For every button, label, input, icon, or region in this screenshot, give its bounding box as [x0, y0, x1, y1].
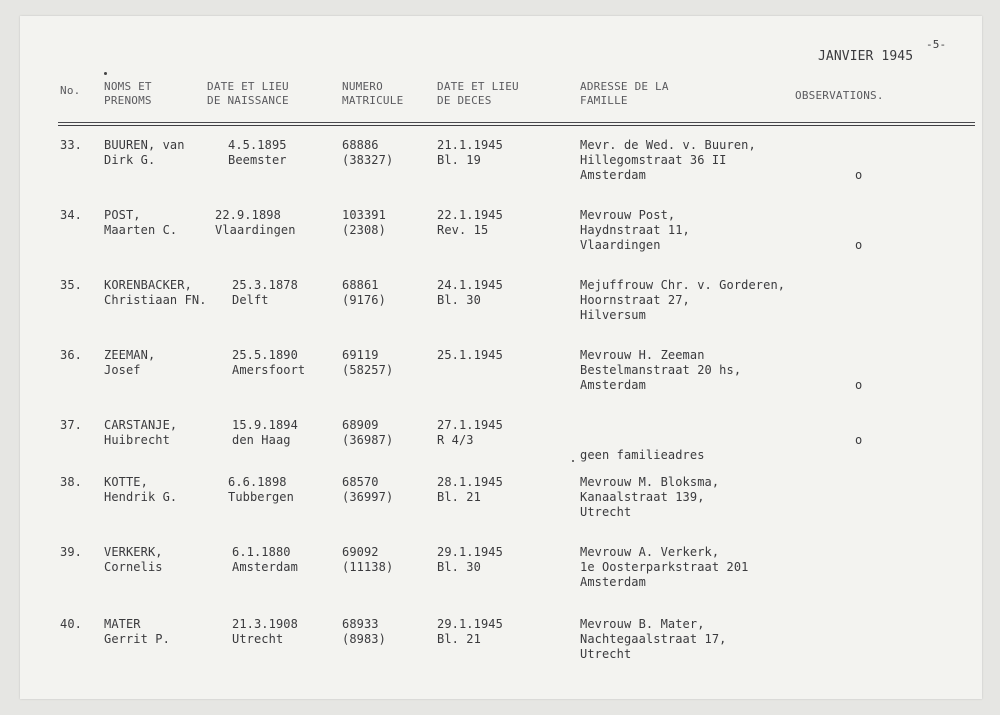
ink-dot [104, 72, 107, 75]
person-name: ZEEMAN, Josef [104, 348, 156, 377]
column-header-matricule: NUMERO MATRICULE [342, 80, 404, 107]
person-name: KOTTE, Hendrik G. [104, 475, 178, 504]
ink-dot [572, 460, 574, 462]
row-number: 36. [60, 348, 82, 362]
matricule-number: 103391 (2308) [342, 208, 386, 237]
column-header-death: DATE ET LIEU DE DECES [437, 80, 519, 107]
death-date-place: 24.1.1945 Bl. 30 [437, 278, 503, 307]
observation-mark: o [855, 238, 863, 252]
family-address: geen familieadres [580, 448, 705, 462]
column-header-no: No. [60, 84, 81, 97]
birth-place: Amersfoort [232, 363, 306, 377]
birth-date: 25.5.1890 [232, 348, 298, 362]
person-name: KORENBACKER, Christiaan FN. [104, 278, 207, 307]
header-rule [58, 122, 975, 123]
person-name: BUUREN, van Dirk G. [104, 138, 185, 167]
row-number: 35. [60, 278, 82, 292]
column-header-birth: DATE ET LIEU DE NAISSANCE [207, 80, 289, 107]
death-date-place: 28.1.1945 Bl. 21 [437, 475, 503, 504]
row-number: 33. [60, 138, 82, 152]
birth-place: Delft [232, 293, 269, 307]
birth-date: 6.6.1898 [228, 475, 287, 489]
birth-place: Beemster [228, 153, 287, 167]
family-address: Mevrouw B. Mater, Nachtegaalstraat 17, Utrecht [580, 617, 727, 661]
death-date-place: 25.1.1945 [437, 348, 503, 362]
family-address: Mejuffrouw Chr. v. Gorderen, Hoornstraat 27, Hilversum [580, 278, 786, 322]
death-date-place: 29.1.1945 Bl. 30 [437, 545, 503, 574]
birth-date: 6.1.1880 [232, 545, 291, 559]
person-name: MATER Gerrit P. [104, 617, 170, 646]
matricule-number: 69092 (11138) [342, 545, 394, 574]
month-year-heading: JANVIER 1945 [818, 49, 914, 64]
birth-date: 25.3.1878 [232, 278, 298, 292]
column-header-address: ADRESSE DE LA FAMILLE [580, 80, 669, 107]
matricule-number: 68933 (8983) [342, 617, 386, 646]
birth-date: 15.9.1894 [232, 418, 298, 432]
row-number: 39. [60, 545, 82, 559]
birth-place: Vlaardingen [215, 223, 296, 237]
observation-mark: o [855, 433, 863, 447]
row-number: 38. [60, 475, 82, 489]
row-number: 37. [60, 418, 82, 432]
birth-place: den Haag [232, 433, 291, 447]
death-date-place: 27.1.1945 R 4/3 [437, 418, 503, 447]
column-header-names: NOMS ET PRENOMS [104, 80, 152, 107]
column-header-observations: OBSERVATIONS. [795, 89, 884, 102]
death-date-place: 22.1.1945 Rev. 15 [437, 208, 503, 237]
person-name: CARSTANJE, Huibrecht [104, 418, 178, 447]
death-date-place: 21.1.1945 Bl. 19 [437, 138, 503, 167]
birth-date: 4.5.1895 [228, 138, 287, 152]
matricule-number: 68570 (36997) [342, 475, 394, 504]
page-number: -5- [926, 38, 947, 51]
death-date-place: 29.1.1945 Bl. 21 [437, 617, 503, 646]
birth-place: Amsterdam [232, 560, 298, 574]
family-address: Mevr. de Wed. v. Buuren, Hillegomstraat 36 II Amsterdam [580, 138, 756, 182]
family-address: Mevrouw Post, Haydnstraat 11, Vlaardingen [580, 208, 690, 252]
matricule-number: 68886 (38327) [342, 138, 394, 167]
birth-place: Tubbergen [228, 490, 294, 504]
row-number: 34. [60, 208, 82, 222]
matricule-number: 69119 (58257) [342, 348, 394, 377]
family-address: Mevrouw H. Zeeman Bestelmanstraat 20 hs, Amsterdam [580, 348, 742, 392]
birth-date: 22.9.1898 [215, 208, 281, 222]
observation-mark: o [855, 378, 863, 392]
family-address: Mevrouw M. Bloksma, Kanaalstraat 139, Utrecht [580, 475, 720, 519]
birth-place: Utrecht [232, 632, 284, 646]
person-name: VERKERK, Cornelis [104, 545, 163, 574]
row-number: 40. [60, 617, 82, 631]
matricule-number: 68909 (36987) [342, 418, 394, 447]
matricule-number: 68861 (9176) [342, 278, 386, 307]
observation-mark: o [855, 168, 863, 182]
header-rule [58, 125, 975, 126]
birth-date: 21.3.1908 [232, 617, 298, 631]
family-address: Mevrouw A. Verkerk, 1e Oosterparkstraat 201 Amsterdam [580, 545, 749, 589]
person-name: POST, Maarten C. [104, 208, 178, 237]
